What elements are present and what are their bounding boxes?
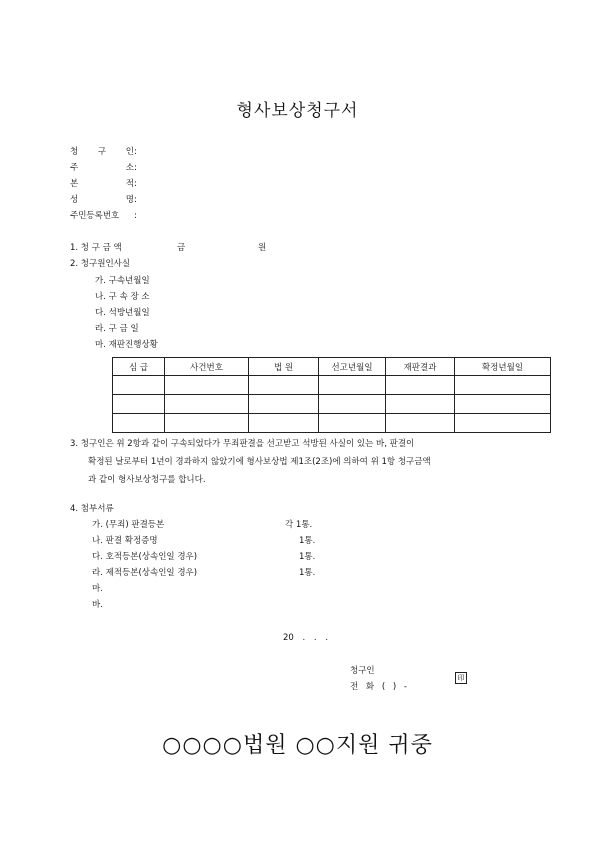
list-item: 마. 재판진행상황 [95,340,158,350]
table-cell[interactable] [319,414,386,433]
table-cell[interactable] [455,395,551,414]
attachment-item: 나. 판결 확정증명 [92,536,158,546]
col-header: 법 원 [249,358,319,376]
col-header: 심 급 [113,358,165,376]
attachment-count: 1통. [299,536,316,546]
table-row [113,395,551,414]
table-header-row [113,358,551,376]
col-header: 사건번호 [165,358,249,376]
table-cell[interactable] [386,395,455,414]
case-table [112,357,551,433]
attachment-item: 라. 제적등본(상속인일 경우) [92,568,198,578]
claim-cause-label: 2. 청구원인사실 [70,259,131,269]
table-cell[interactable] [165,414,249,433]
claim-amount-label: 1. 청 구 금 액 [70,243,122,253]
seal-mark [455,665,467,684]
id-number-field: 주민등록번호 : [70,211,137,221]
address-field: 주 소: [70,163,137,173]
attachment-item: 마. [92,584,103,594]
col-header: 확정년월일 [455,358,551,376]
table-cell[interactable] [165,376,249,395]
domicile-field: 본 적: [70,179,137,189]
col-header: 재판결과 [386,358,455,376]
table-cell[interactable] [386,376,455,395]
claimant-field: 청 구 인: [70,147,137,157]
attachment-count: 1통. [299,552,316,562]
attachments-label: 4. 첨부서류 [70,504,114,514]
date-line: 20 . . . [283,633,329,643]
table-cell[interactable] [319,376,386,395]
table-cell[interactable] [113,376,165,395]
court-addressee: ○○○○법원 ○○지원 귀중 [162,733,433,758]
attachment-count: 각 1통. [285,520,313,530]
list-item: 다. 석방년월일 [95,308,150,318]
table-cell[interactable] [455,376,551,395]
amount-unit: 원 [258,243,267,253]
table-cell[interactable] [319,395,386,414]
table-cell[interactable] [249,395,319,414]
claimant-signature-label: 청구인 [350,666,375,676]
attachment-item: 다. 호적등본(상속인일 경우) [92,552,198,562]
attachment-count: 1통. [299,568,316,578]
list-item: 나. 구 속 장 소 [95,292,150,302]
list-item: 라. 구 금 일 [95,324,139,334]
statement-line: 3. 청구인은 위 2항과 같이 구속되었다가 무죄판결을 선고받고 석방된 사실이 있는 바, 판결이 [70,439,415,449]
table-cell[interactable] [455,414,551,433]
table-cell[interactable] [386,414,455,433]
attachment-item: 바. [92,600,103,610]
table-cell[interactable] [249,414,319,433]
list-item: 가. 구속년월일 [95,276,150,286]
phone-field: 전 화 ( ) - [350,682,407,692]
table-row [113,414,551,433]
table-cell[interactable] [113,414,165,433]
page-title: 형사보상청구서 [236,101,359,121]
seal-icon: 印 [455,672,467,684]
table-cell[interactable] [165,395,249,414]
table-cell[interactable] [249,376,319,395]
statement-line: 과 같이 형사보상청구를 합니다. [88,475,206,485]
attachment-item: 가. (무죄) 판결등본 [92,520,165,530]
name-field: 성 명: [70,195,137,205]
table-row [113,376,551,395]
col-header: 선고년월일 [319,358,386,376]
statement-line: 확정된 날로부터 1년이 경과하지 않았기에 형사보상법 제1조(2조)에 의하여 위 1항 청구금액 [88,457,431,467]
amount-prefix: 금 [177,243,186,253]
table-cell[interactable] [113,395,165,414]
